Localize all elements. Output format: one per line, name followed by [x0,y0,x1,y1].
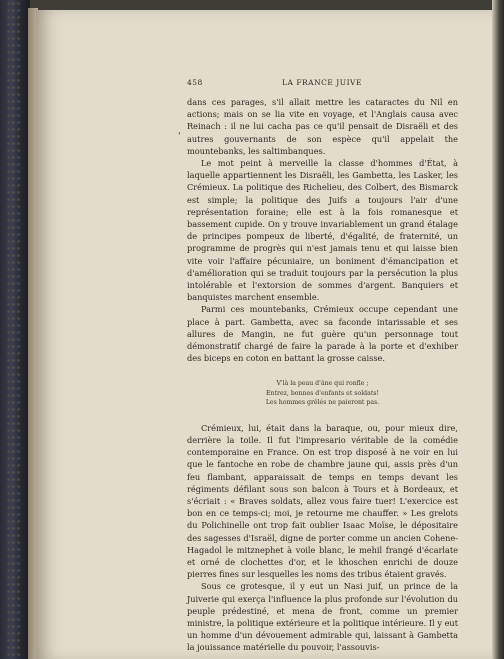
paragraph-3: Parmi ces mountebanks, Crémieux occupe cependant une place à part. Gambetta, avec sa faconde intarissable et ses allures de Mangin, ne fut guère qu'un personnage tout démonstratif chargé de faire la parade à la porte et d'exhiber des biceps en coton en battant la grosse caisse. [187,304,458,364]
verse-quotation [187,379,458,407]
paragraph-4: Crémieux, lui, était dans la baraque, ou, pour mieux dire, derrière la toile. Il fut l'impresario véritable de la comédie contemporaine en France. On est trop disposé à ne voir en lui que le fantoche en robe de chambre jaune qui, assis près d'un feu flambant, apparaissait de temps en temps devant les régiments défilant sous son balcon à Tours et à Bordeaux, et s'écriait : « Braves soldats, allez vous faire tuer! L'exercice est bon en ce temps-ci; moi, je retourne me chauffer. » Les grelots du Polichinelle ont trop fait oublier Isaac Moïse, le dépositaire des sagesses d'Israël, digne de porter comme un ancien Cohene-Hagadol le mitznephet à voile blanc, le mehil frangé d'écarlate et orné de clochettes d'or, et le khoschen enrichi de douze pierres fines sur lesquelles les noms des tribus étaient gravés. [187,422,458,580]
page-number: 458 [187,78,203,87]
verse-line-1: V'là la peau d'âne qui ronfle ; [276,380,369,388]
paragraph-2: Le mot peint à merveille la classe d'hommes d'État, à laquelle appartiennent les Disraëli, les Gambetta, les Lasker, les Crémieux. La politique des Richelieu, des Colbert, des Bismarck est simple; la politique des Juifs a toujours l'air d'une représentation foraine; elle est à la fois romanesque et bassement cupide. On y trouve invariablement un grand étalage de principes pompeux de liberté, d'égalité, de fraternité, un programme de progrès qui n'est jamais tenu et qui laisse bien vite voir l'affaire pécuniaire, un boniment d'émancipation et d'amélioration qui se traduit toujours par la persécution la plus intolérable et l'extorsion de sommes d'argent. Banquiers et banquistes marchent ensemble. [187,158,458,303]
verse-line-3: Les hommes grêlés ne paieront pas. [265,399,380,407]
scan-right-edge [492,0,504,659]
paragraph-1: dans ces parages, s'il allait mettre les cataractes du Nil en actions; mais on se lia vite en voyage, et l'Anglais causa avec Reinach : il ne lui cacha pas ce qu'il pensait de Disraëli et des autres gouvernants de son espèce qu'il appelait the mountebanks, les saltimbanques. [187,97,458,156]
margin-mark: ' [178,132,181,142]
verse-line-2: Entrez, bonnes d'enfants et soldats! [266,389,379,397]
scan-top-border [0,0,504,10]
book-spine [0,0,30,659]
paragraph-5: Sous ce grotesque, il y eut un Nasi juif, un prince de la Juiverie qui exerça l'influence la plus profonde sur l'évolution du peuple prédestiné, et mena de front, comme un premier ministre, la politique extérieure et la politique intérieure. Il y eut un homme d'un dévouement admirable qui, laissant à Gambetta la jouissance matérielle du pouvoir, l'assouvis- [187,581,458,653]
body-text [187,96,458,654]
running-header [187,78,457,92]
running-title: LA FRANCE JUIVE [282,78,362,87]
